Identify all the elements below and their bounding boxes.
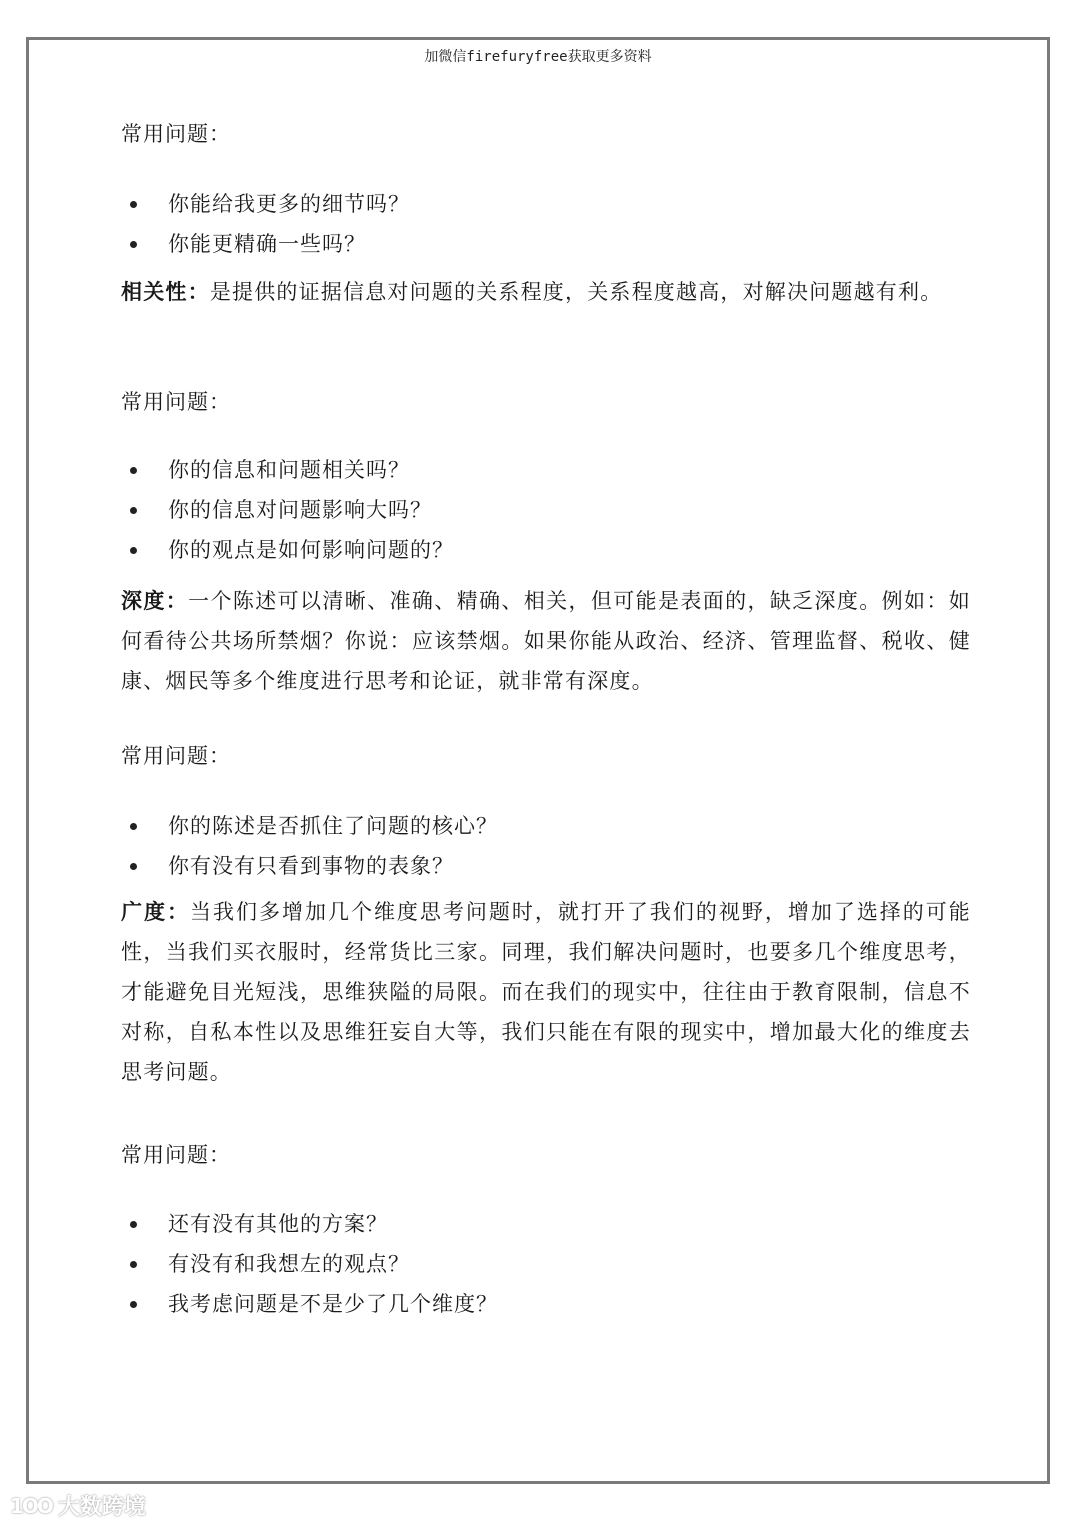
section-label: 常用问题： [121, 1143, 231, 1167]
bullet-icon [130, 507, 137, 514]
header-note: 加微信firefuryfree获取更多资料 [424, 49, 652, 65]
list-item: 有没有和我想左的观点？ [121, 1244, 971, 1284]
list-item: 你能更精确一些吗？ [121, 224, 971, 264]
relevance-paragraph: 相关性：是提供的证据信息对问题的关系程度，关系程度越高，对解决问题越有利。 [121, 280, 943, 304]
bullet-icon [130, 547, 137, 554]
list-item: 你的信息对问题影响大吗？ [121, 490, 971, 530]
common-questions-heading [121, 1135, 971, 1175]
bullet-icon [130, 201, 137, 208]
bullet-icon [130, 1261, 137, 1268]
common-questions-heading [121, 736, 971, 776]
bullet-icon [130, 467, 137, 474]
section-label: 常用问题： [121, 744, 231, 768]
list-item: 你的信息和问题相关吗？ [121, 450, 971, 490]
bullet-icon [130, 241, 137, 248]
watermark-logo-icon: 1OO [10, 1493, 52, 1518]
question-list [121, 806, 971, 886]
breadth-paragraph: 广度：当我们多增加几个维度思考问题时，就打开了我们的视野，增加了选择的可能性，当我们买衣服时，经常货比三家。同理，我们解决问题时，也要多几个维度思考，才能避免目光短浅，思维狭隘的局限。而在我们的现实中，往往由于教育限制，信息不对称，自私本性以及思维狂妄自大等，我们只能在有限的现实中，增加最大化的维度去思考问题。 [121, 900, 971, 1084]
section-label: 常用问题： [121, 390, 231, 414]
list-item: 你有没有只看到事物的表象？ [121, 846, 971, 886]
list-item: 你的陈述是否抓住了问题的核心？ [121, 806, 971, 846]
bullet-icon [130, 1221, 137, 1228]
question-list [121, 450, 971, 570]
watermark [10, 1490, 146, 1521]
section-label: 常用问题： [121, 122, 231, 146]
list-item: 你的观点是如何影响问题的？ [121, 530, 971, 570]
bullet-icon [130, 823, 137, 830]
list-item: 还有没有其他的方案？ [121, 1204, 971, 1244]
question-list [121, 1204, 971, 1324]
bullet-icon [130, 1301, 137, 1308]
common-questions-heading [121, 382, 971, 422]
list-item: 你能给我更多的细节吗？ [121, 184, 971, 224]
depth-paragraph: 深度：一个陈述可以清晰、准确、精确、相关，但可能是表面的，缺乏深度。例如：如何看待公共场所禁烟？你说：应该禁烟。如果你能从政治、经济、管理监督、税收、健康、烟民等多个维度进行思考和论证，就非常有深度。 [121, 589, 971, 693]
list-item: 我考虑问题是不是少了几个维度？ [121, 1284, 971, 1324]
term-label: 广度： [121, 900, 190, 924]
bullet-icon [130, 863, 137, 870]
page-frame [26, 37, 1050, 1484]
watermark-text: 大数跨境 [57, 1495, 146, 1520]
term-label: 深度： [121, 589, 189, 613]
term-label: 相关性： [121, 280, 210, 304]
common-questions-heading [121, 114, 971, 154]
question-list [121, 184, 971, 264]
